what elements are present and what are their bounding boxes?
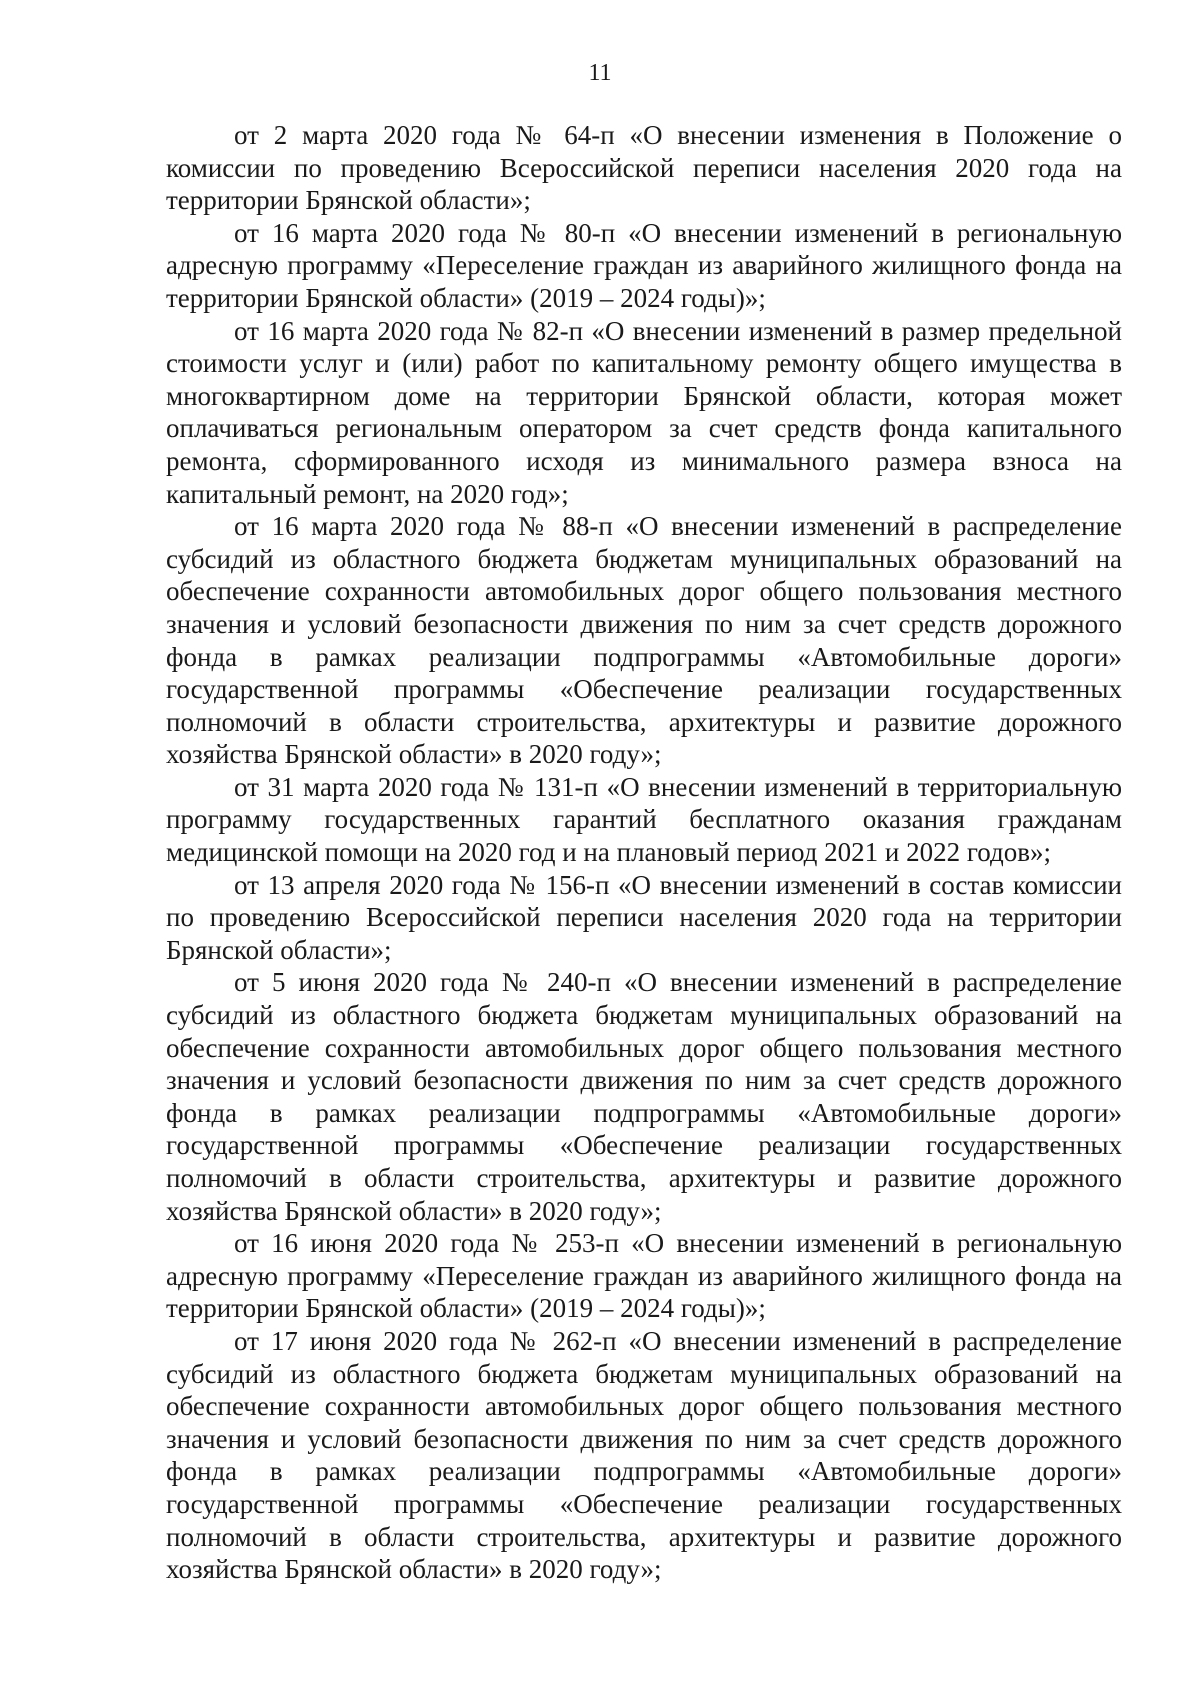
list-item: от 16 марта 2020 года № 88-п «О внесении изменений в распределение субсидий из областного бюджета бюджетам муниципальных образований на обеспечение сохранности автомобильных дорог общего пользования местного значения и условий безопасности движения по ним за счет средств дорожного фонда в рамках реализации подпрограммы «Автомобильные дороги» государственной программы «Обеспечение реализации государственных полномочий в области строительства, архитектуры и развитие дорожного хозяйства Брянской области» в 2020 году»; xyxy=(166,511,1122,770)
list-item: от 17 июня 2020 года № 262-п «О внесении изменений в распределение субсидий из областного бюджета бюджетам муниципальных образований на обеспечение сохранности автомобильных дорог общего пользования местного значения и условий безопасности движения по ним за счет средств дорожного фонда в рамках реализации подпрограммы «Автомобильные дороги» государственной программы «Обеспечение реализации государственных полномочий в области строительства, архитектуры и развитие дорожного хозяйства Брянской области» в 2020 году»; xyxy=(166,1325,1122,1585)
list-item: от 16 марта 2020 года № 82-п «О внесении изменений в размер предельной стоимости услуг и (или) работ по капитальному ремонту общего имущества в многоквартирном доме на территории Брянской области, которая может оплачиваться региональным оператором за счет средств фонда капитального ремонта, сформированного исходя из минимального размера взноса на капитальный ремонт, на 2020 год»; xyxy=(166,315,1122,509)
list-item: от 16 июня 2020 года № 253-п «О внесении изменений в региональную адресную программу «Переселение граждан из аварийного жилищного фонда на территории Брянской области» (2019 – 2024 годы)»; xyxy=(166,1228,1122,1324)
list-item: от 2 марта 2020 года № 64-п «О внесении изменения в Положение о комиссии по проведению Всероссийской переписи населения 2020 года на территории Брянской области»; xyxy=(166,120,1122,216)
page-number: 11 xyxy=(588,60,612,86)
document-body xyxy=(166,119,1122,1586)
list-item: от 31 марта 2020 года № 131-п «О внесении изменений в территориальную программу государственных гарантий бесплатного оказания гражданам медицинской помощи на 2020 год и на плановый период 2021 и 2022 годов»; xyxy=(166,771,1122,868)
list-item: от 16 марта 2020 года № 80-п «О внесении изменений в региональную адресную программу «Переселение граждан из аварийного жилищного фонда на территории Брянской области» (2019 – 2024 годы)»; xyxy=(166,217,1122,313)
list-item: от 5 июня 2020 года № 240-п «О внесении изменений в распределение субсидий из областного бюджета бюджетам муниципальных образований на обеспечение сохранности автомобильных дорог общего пользования местного значения и условий безопасности движения по ним за счет средств дорожного фонда в рамках реализации подпрограммы «Автомобильные дороги» государственной программы «Обеспечение реализации государственных полномочий в области строительства, архитектуры и развитие дорожного хозяйства Брянской области» в 2020 году»; xyxy=(166,967,1122,1226)
list-item: от 13 апреля 2020 года № 156-п «О внесении изменений в состав комиссии по проведению Всероссийской переписи населения 2020 года на территории Брянской области»; xyxy=(166,869,1122,965)
